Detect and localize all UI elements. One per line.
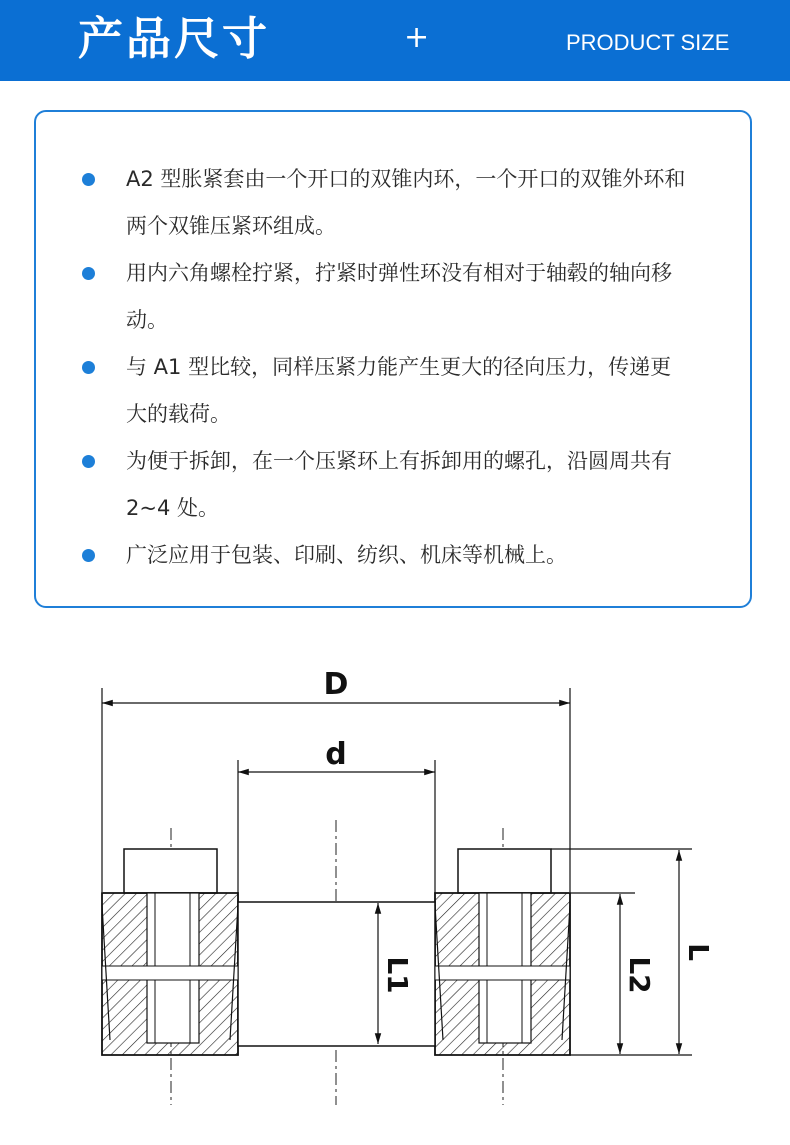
technical-drawing: [0, 640, 790, 1145]
bullet-dot-icon: [82, 267, 95, 280]
feature-item: [90, 250, 690, 344]
feature-text: A2 型胀紧套由一个开口的双锥内环，一个开口的双锥外环和两个双锥压紧环组成。: [126, 167, 686, 238]
label-d: d: [325, 737, 347, 772]
bullet-dot-icon: [82, 549, 95, 562]
plus-icon: +: [404, 20, 430, 55]
feature-text: 用内六角螺栓拧紧，拧紧时弹性环没有相对于轴毂的轴向移动。: [126, 261, 672, 332]
bullet-dot-icon: [82, 361, 95, 374]
section-subtitle: PRODUCT SIZE: [566, 30, 730, 55]
feature-item: [90, 156, 690, 250]
feature-item: [90, 438, 690, 532]
label-L2: L2: [623, 956, 656, 994]
feature-item: [90, 532, 690, 579]
label-L: L: [682, 943, 715, 961]
section-header: [0, 0, 790, 81]
sleeve-body: [102, 893, 570, 1055]
label-D: D: [323, 667, 349, 702]
feature-text: 与 A1 型比较，同样压紧力能产生更大的径向压力，传递更大的载荷。: [126, 355, 672, 426]
dimension-L: [551, 849, 692, 1054]
features-list: [90, 156, 690, 579]
feature-item: [90, 344, 690, 438]
label-L1: L1: [381, 956, 414, 994]
feature-text: 广泛应用于包装、印刷、纺织、机床等机械上。: [126, 543, 567, 567]
bullet-dot-icon: [82, 173, 95, 186]
section-title: 产品尺寸: [78, 12, 271, 65]
bolt-head-left: [124, 849, 217, 893]
bolt-head-right: [458, 849, 551, 893]
feature-text: 为便于拆卸，在一个压紧环上有拆卸用的螺孔，沿圆周共有 2~4 处。: [126, 449, 672, 520]
bullet-dot-icon: [82, 455, 95, 468]
